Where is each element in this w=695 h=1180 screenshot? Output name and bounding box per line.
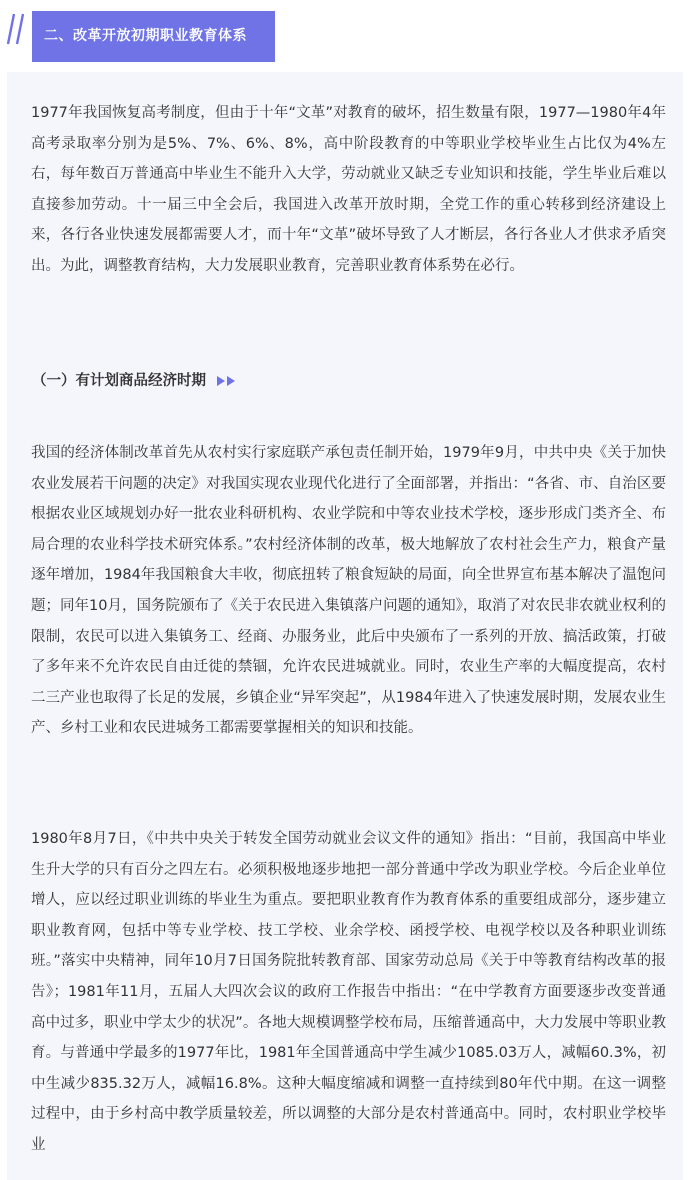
subheading — [32, 366, 238, 396]
double-slash-icon — [6, 12, 26, 46]
paragraph-rural-reform: 我国的经济体制改革首先从农村实行家庭联产承包责任制开始，1979年9月，中共中央《关于加快农业发展若干问题的决定》对我国实现农业现代化进行了全面部署，并指出：“各省、市、自治区要根据农业区域规划办好一批农业科研机构、农业学院和中等农业技术学校，逐步形成门类齐全、布局合理的农业科学技术研究体系。”农村经济体制的改革，极大地解放了农村社会生产力，粮食产量逐年增加，1984年我国粮食大丰收，彻底扭转了粮食短缺的局面，向全世界宣布基本解决了温饱问题；同年10月，国务院颁布了《关于农民进入集镇落户问题的通知》，取消了对农民非农就业权利的限制，农民可以进入集镇务工、经商、办服务业，此后中央颁布了一系列的开放、搞活政策，打破了多年来不允许农民自由迁徙的禁锢，允许农民进城就业。同时，农业生产率的大幅度提高，农村二三产业也取得了长足的发展，乡镇企业“异军突起”，从1984年进入了快速发展时期，发展农业生产、乡村工业和农民进城务工都需要掌握相关的知识和技能。 — [31, 445, 666, 737]
article-body — [7, 72, 683, 1180]
section-header — [0, 0, 695, 72]
paragraph-intro: 1977年我国恢复高考制度，但由于十年“文革”对教育的破坏，招生数量有限，1977—1980年4年高考录取率分别为是5%、7%、6%、8%，高中阶段教育的中等职业学校毕业生占比仅为4%左右，每年数百万普通高中毕业生不能升入大学，劳动就业又缺乏专业知识和技能，学生毕业后难以直接参加劳动。十一届三中全会后，我国进入改革开放时期，全党工作的重心转移到经济建设上来，各行各业快速发展都需要人才，而十年“文革”破坏导致了人才断层，各行各业人才供求矛盾突出。为此，调整教育结构，大力发展职业教育，完善职业教育体系势在必行。 — [31, 105, 666, 274]
section-title: 二、改革开放初期职业教育体系 — [32, 11, 275, 62]
paragraph-employment-notice: 1980年8月7日，《中共中央关于转发全国劳动就业会议文件的通知》指出：“目前，我国高中毕业生升大学的只有百分之四左右。必须积极地逐步地把一部分普通中学改为职业学校。今后企业单位增人，应以经过职业训练的毕业生为重点。要把职业教育作为教育体系的重要组成部分，逐步建立职业教育网，包括中等专业学校、技工学校、业余学校、函授学校、电视学校以及各种职业训练班。”落实中央精神，同年10月7日国务院批转教育部、国家劳动总局《关于中等教育结构改革的报告》；1981年11月，五届人大四次会议的政府工作报告中指出：“在中学教育方面要逐步改变普通高中过多，职业中学太少的状况”。各地大规模调整学校布局，压缩普通高中，大力发展中等职业教育。与普通中学最多的1977年比，1981年全国普通高中学生减少1085.03万人，减幅60.3%，初中生减少835.32万人，减幅16.8%。这种大幅度缩减和调整一直持续到80年代中期。在这一调整过程中，由于乡村高中教学质量较差，所以调整的大部分是农村普通高中。同时，农村职业学校毕业 — [31, 831, 666, 1153]
double-arrow-right-icon — [216, 375, 238, 387]
subheading-text: （一）有计划商品经济时期 — [32, 373, 206, 389]
